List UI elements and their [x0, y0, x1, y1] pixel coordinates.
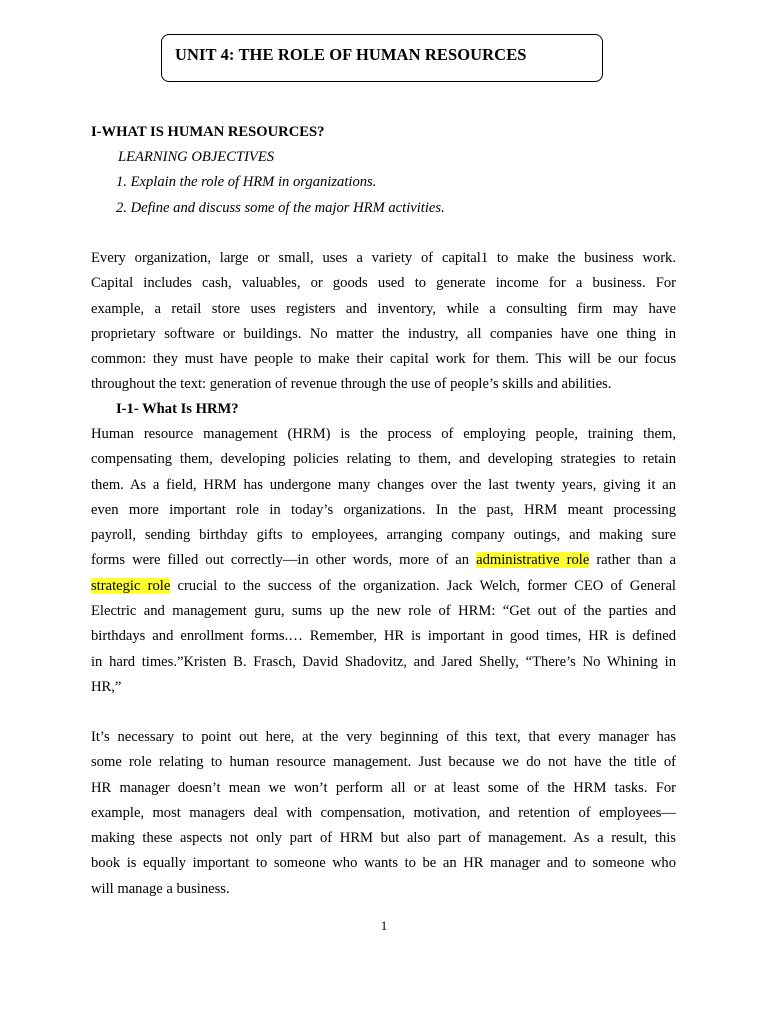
- page-number: 1: [380, 918, 388, 933]
- unit-title-box: [161, 34, 603, 82]
- paragraph-line: Electric and management guru, sums up the new role of HRM: “Get out of the parties and: [91, 603, 676, 620]
- learning-objectives-label: LEARNING OBJECTIVES: [118, 149, 275, 165]
- subheading-what-is-hrm: I-1- What Is HRM?: [116, 401, 239, 417]
- text-run: crucial to the success of the organization. Jack Welch, former CEO of General: [170, 577, 676, 594]
- paragraph-line: Human resource management (HRM) is the process of employing people, training them,: [91, 426, 676, 442]
- highlight-administrative-role: administrative role: [476, 552, 590, 569]
- paragraph-line: Every organization, large or small, uses a variety of capital1 to make the business work.: [91, 250, 676, 266]
- paragraph-line: common: they must have people to make their capital work for them. This will be our focus: [91, 351, 676, 368]
- paragraph-line: compensating them, developing policies relating to them, and developing strategies to retain: [91, 451, 676, 468]
- paragraph-line: throughout the text: generation of revenue through the use of people’s skills and abilities.: [91, 376, 612, 393]
- highlight-strategic-role: strategic role: [91, 577, 171, 594]
- paragraph-line: making these aspects not only part of HRM but also part of management. As a result, this: [91, 830, 676, 847]
- unit-title: UNIT 4: THE ROLE OF HUMAN RESOURCES: [175, 45, 527, 64]
- section-heading: I-WHAT IS HUMAN RESOURCES?: [91, 124, 325, 140]
- paragraph-line: It’s necessary to point out here, at the very beginning of this text, that every manager has: [91, 729, 676, 745]
- paragraph-line: some role relating to human resource management. Just because we do not have the title of: [91, 754, 676, 771]
- text-run: rather than a: [589, 552, 676, 569]
- paragraph-line: birthdays and enrollment forms.… Remember, HR is important in good times, HR is defined: [91, 628, 676, 645]
- paragraph-line: in hard times.”Kristen B. Frasch, David Shadovitz, and Jared Shelly, “There’s No Whining in: [91, 653, 676, 670]
- paragraph-line: will manage a business.: [91, 880, 230, 897]
- learning-objective-1: 1. Explain the role of HRM in organizations.: [116, 174, 377, 190]
- paragraph-hrm: [91, 422, 676, 700]
- paragraph-line: HR,”: [91, 678, 122, 695]
- learning-objective-2: 2. Define and discuss some of the major HRM activities.: [116, 200, 445, 216]
- paragraph-line: example, most managers deal with compensation, motivation, and retention of employees—: [91, 804, 676, 821]
- paragraph-line: [91, 548, 676, 573]
- paragraph-line: proprietary software or buildings. No matter the industry, all companies have one thing in: [91, 325, 676, 342]
- paragraph-line: example, a retail store uses registers and inventory, while a consulting firm may have: [91, 300, 676, 317]
- paragraph-line: [91, 574, 676, 599]
- paragraph-capital: [91, 246, 676, 398]
- paragraph-line: HR manager doesn’t mean we won’t perform all or at least some of the HRM tasks. For: [91, 779, 676, 796]
- paragraph-line: them. As a field, HRM has undergone many changes over the last twenty years, giving it an: [91, 476, 676, 493]
- paragraph-line: payroll, sending birthday gifts to employees, arranging company outings, and making sure: [91, 527, 676, 544]
- paragraph-line: Capital includes cash, valuables, or goods used to generate income for a business. For: [91, 275, 676, 292]
- text-run: forms were filled out correctly—in other words, more of an: [91, 552, 477, 569]
- paragraph-line: even more important role in today’s organizations. In the past, HRM meant processing: [91, 501, 676, 518]
- paragraph-line: book is equally important to someone who wants to be an HR manager and to someone who: [91, 855, 676, 872]
- paragraph-managers: [91, 725, 676, 902]
